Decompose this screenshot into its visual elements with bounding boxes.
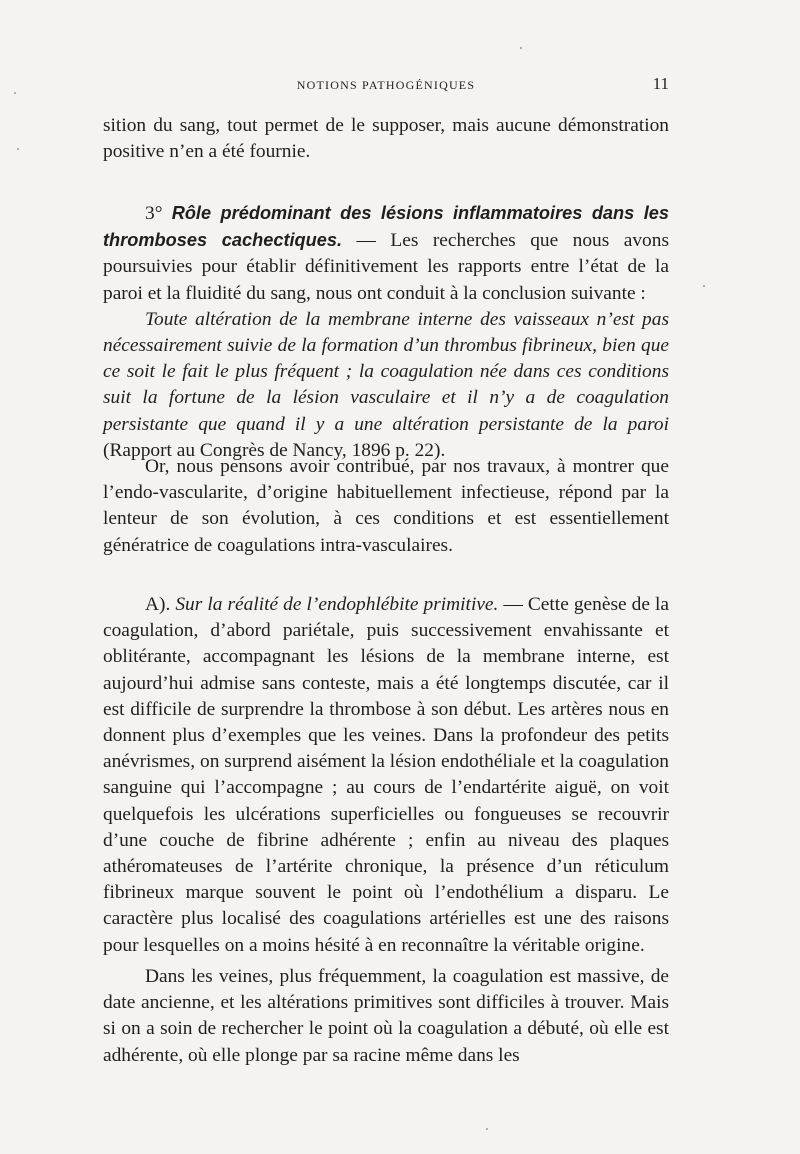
section-a-title: Sur la réalité de l’endophlébite primitive. [175,594,499,615]
section-3-text [103,200,669,307]
page-number: 11 [652,74,669,93]
conclusion-paragraph [103,454,669,559]
section-a-text [103,592,669,959]
paragraph-continuation [103,113,669,165]
section-a-paragraph [103,592,669,959]
section-a-label: A). [145,594,176,615]
veines-paragraph [103,964,669,1069]
paper-speck [17,148,19,150]
paper-speck [703,285,705,287]
paper-speck [486,1128,488,1130]
paper-speck [520,47,522,49]
veines-text: Dans les veines, plus fréquemment, la coagulation est massive, de date ancienne, et les altérations primitives sont difficiles à trouver. Mais si on a soin de rechercher le point où la coagulation a débuté, où elle est adhérente, où elle plonge par sa racine même dans les [103,966,669,1066]
section-3-title: Rôle prédominant des lésions inflammatoires dans les thromboses cachectiques. [103,203,669,251]
running-head: NOTIONS PATHOGÉNIQUES [296,78,476,92]
quote-reference: (Rapport au Congrès de Nancy, 1896 p. 22). [103,439,446,461]
page-header [103,74,669,98]
quote-paragraph [103,307,669,464]
conclusion-text: Or, nous pensons avoir contribué, par nos travaux, à montrer que l’endo-vascularite, d’origine habituellement infectieuse, répond par la lenteur de son évolution, à ces conditions et est essentiellement génératrice de coagulations intra-vasculaires. [103,456,669,556]
section-3-paragraph [103,200,669,464]
paragraph-text: sition du sang, tout permet de le supposer, mais aucune démonstration positive n’en a été fournie. [103,115,669,163]
section-3-number: 3° [145,203,172,224]
paper-speck [14,92,16,94]
quote-text: Toute altération de la membrane interne des vaisseaux n’est pas nécessairement suivie de la formation d’un thrombus fibrineux, bien que ce soit le fait le plus fréquent ; la coagulation née dans ces conditions suit la fortune de la lésion vasculaire et il n’y a de coagulation persistante que quand il y a une altération persistante de la paroi [103,308,669,435]
section-3-body: — Les recherches que nous avons poursuivies pour établir définitivement les rapports entre l’état de la paroi et la fluidité du sang, nous ont conduit à la conclusion suivante : [103,230,669,304]
section-a-body: — Cette genèse de la coagulation, d’abord pariétale, puis successivement envahissante et oblitérante, accompagnant les lésions de la membrane interne, est aujourd’hui admise sans conteste, mais a été longtemps discutée, car il est difficile de surprendre la thrombose à son début. Les artères nous en donnent plus d’exemples que les veines. Dans la profondeur des petits anévrismes, on surprend aisément la lésion endothéliale et la coagulation sanguine qui l’accompagne ; au cours de l’endartérite aiguë, on voit quelquefois les ulcérations superficielles ou fongueuses se recouvrir d’une couche de fibrine adhérente ; enfin au niveau des plaques athéromateuses de l’artérite chronique, la présence d’un réticulum fibrineux marque souvent le point où l’endothélium a disparu. Le caractère plus localisé des coagulations artérielles est une des raisons pour lesquelles on a moins hésité à en reconnaître la véritable origine. [103,594,669,956]
